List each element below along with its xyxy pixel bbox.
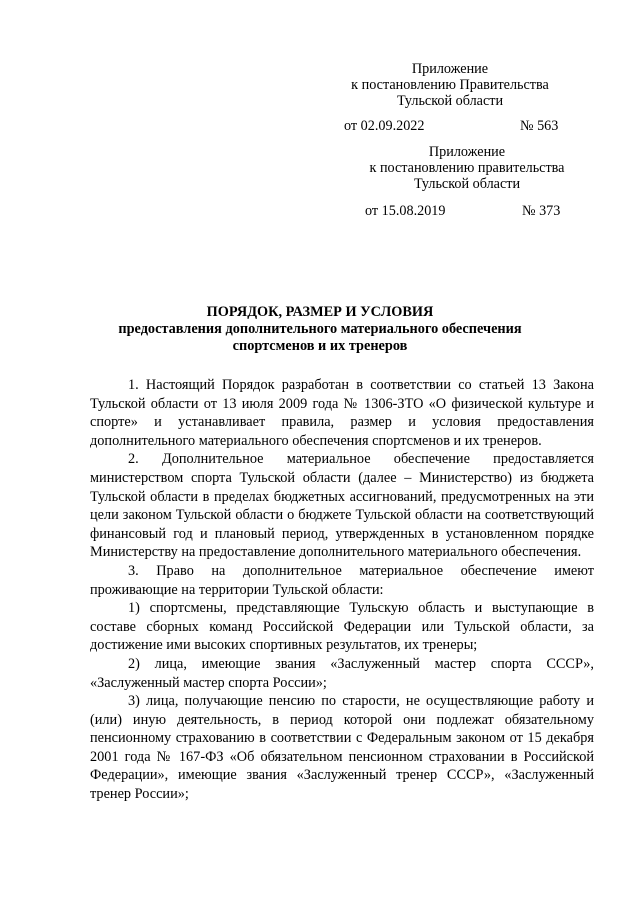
document-body (90, 376, 594, 804)
appendix-original-block (347, 144, 587, 192)
appendix-current-line-2: к постановлению Правительства (351, 77, 549, 93)
appendix-current-date: от 02.09.2022 (344, 118, 425, 134)
document-title (80, 304, 560, 355)
title-heading: ПОРЯДОК, РАЗМЕР И УСЛОВИЯ (206, 304, 434, 320)
paragraph-3: 3. Право на дополнительное материальное обеспечение имеют проживающие на территории Тульской области: (90, 562, 594, 598)
paragraph-3-item-2: 2) лица, имеющие звания «Заслуженный мастер спорта СССР», «Заслуженный мастер спорта России»; (90, 655, 594, 691)
appendix-original-line-2: к постановлению правительства (369, 160, 565, 176)
title-subtitle-line-1: предоставления дополнительного материального обеспечения (118, 321, 522, 337)
appendix-current-line-1: Приложение (411, 61, 489, 77)
title-subtitle-line-2: спортсменов и их тренеров (232, 338, 408, 354)
appendix-current-number: № 563 (520, 118, 559, 134)
appendix-original-number: № 373 (522, 203, 561, 219)
paragraph-3-item-1: 1) спортсмены, представляющие Тульскую область и выступающие в составе сборных команд Российской Федерации или Тульской области, за достижение ими высоких спортивных результатов, их тренеры; (90, 600, 594, 654)
appendix-current-line-3: Тульской области (396, 93, 504, 109)
appendix-original-line-1: Приложение (428, 144, 506, 160)
appendix-original-date: от 15.08.2019 (365, 203, 446, 219)
paragraph-1: 1. Настоящий Порядок разработан в соответствии со статьей 13 Закона Тульской области от 13 июля 2009 года № 1306-ЗТО «О физической культуре и спорте» и устанавливает правила, размер и условия предоставления дополнительного материального обеспечения спортсменов и их тренеров. (90, 377, 594, 449)
appendix-original-line-3: Тульской области (413, 176, 521, 192)
appendix-current-block (330, 61, 570, 109)
paragraph-3-item-3: 3) лица, получающие пенсию по старости, не осуществляющие работу и (или) иную деятельность, в период которой они подлежат обязательному пенсионному страхованию в соответствии с Федеральным законом от 15 декабря 2001 года № 167-ФЗ «Об обязательном пенсионном страховании в Российской Федерации», имеющие звания «Заслуженный тренер СССР», «Заслуженный тренер России»; (90, 693, 594, 803)
paragraph-2: 2. Дополнительное материальное обеспечение предоставляется министерством спорта Тульской области (далее – Министерство) из бюджета Тульской области в пределах бюджетных ассигнований, предусмотренных на эти цели законом Тульской области о бюджете Тульской области на соответствующий финансовый год и плановый период, утвержденных в установленном порядке Министерству на предоставление дополнительного материального обеспечения. (90, 451, 594, 561)
